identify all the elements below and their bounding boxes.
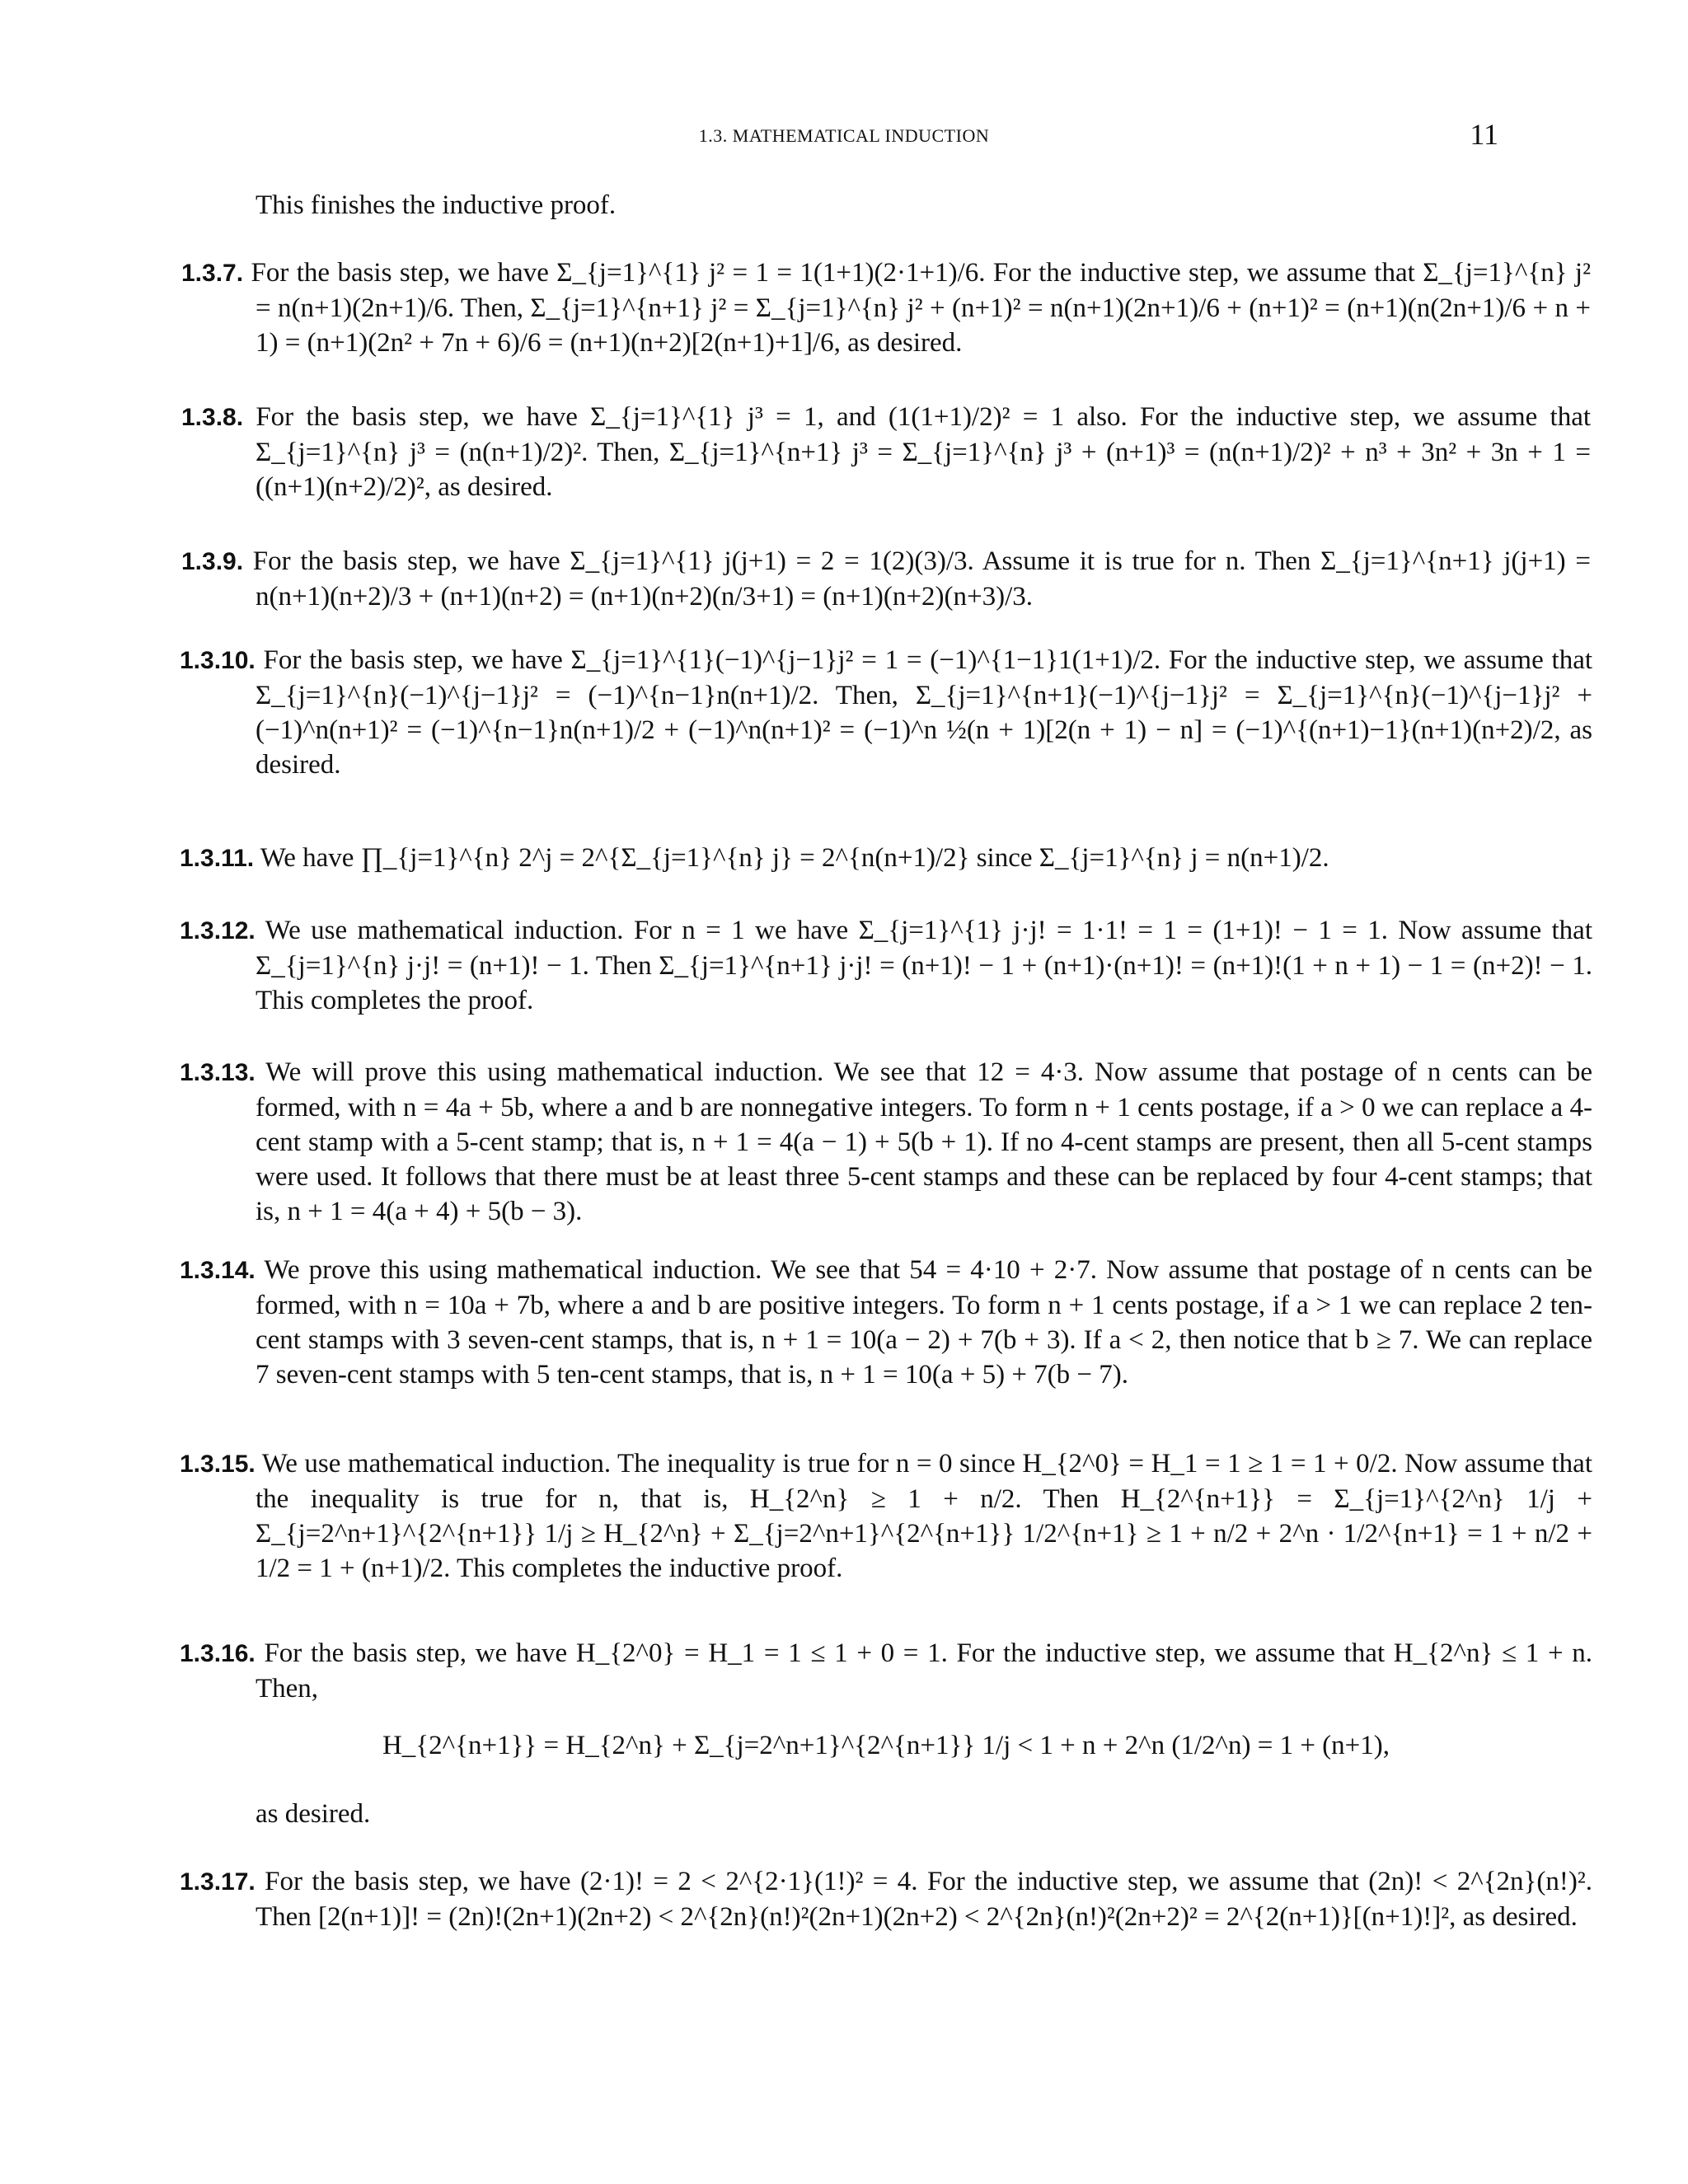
exercise-1-3-15 bbox=[180, 1446, 1592, 1586]
exercise-1-3-7 bbox=[181, 255, 1591, 360]
exercise-1-3-8 bbox=[181, 400, 1591, 504]
exercise-number: 1.3.9. bbox=[181, 548, 244, 575]
exercise-1-3-12 bbox=[180, 913, 1592, 1018]
exercise-number: 1.3.14. bbox=[180, 1257, 256, 1284]
exercise-1-3-14 bbox=[180, 1253, 1592, 1392]
exercise-number: 1.3.16. bbox=[180, 1640, 256, 1667]
exercise-text: We will prove this using mathematical induction. We see that 12 = 4·3. Now assume that postage of n cents can be formed, with n = 4a + 5b, where a and b are nonnegative integers. To form n + 1 cents postage, if a > 0 we can replace a 4-cent stamp with a 5-cent stamp; that is, n + 1 = 4(a − 1) + 5(b + 1). If no 4-cent stamps are present, then all 5-cent stamps were used. It follows that there must be at least three 5-cent stamps and these can be replaced by four 4-cent stamps; that is, n + 1 = 4(a + 4) + 5(b − 3). bbox=[256, 1057, 1592, 1226]
exercise-1-3-16 bbox=[180, 1636, 1592, 1706]
exercise-number: 1.3.12. bbox=[180, 917, 256, 944]
exercise-text: For the basis step, we have H_{2^0} = H_1 = 1 ≤ 1 + 0 = 1. For the inductive step, we assume that H_{2^n} ≤ 1 + n. Then, bbox=[256, 1638, 1592, 1704]
exercise-number: 1.3.10. bbox=[180, 647, 256, 674]
exercise-number: 1.3.15. bbox=[180, 1451, 256, 1478]
running-head: 1.3. MATHEMATICAL INDUCTION bbox=[698, 125, 990, 146]
exercise-1-3-13 bbox=[180, 1055, 1592, 1229]
display-equation: H_{2^{n+1}} = H_{2^n} + Σ_{j=2^n+1}^{2^{n+1}} 1/j < 1 + n + 2^n (1/2^n) = 1 + (n+1), bbox=[382, 1731, 1390, 1760]
intro-text: This finishes the inductive proof. bbox=[256, 190, 617, 220]
exercise-text: We have ∏_{j=1}^{n} 2^j = 2^{Σ_{j=1}^{n} j} = 2^{n(n+1)/2} since Σ_{j=1}^{n} j = n(n+1)/2. bbox=[260, 843, 1329, 873]
exercise-number: 1.3.7. bbox=[181, 260, 244, 287]
exercise-text: For the basis step, we have Σ_{j=1}^{1}(−1)^{j−1}j² = 1 = (−1)^{1−1}1(1+1)/2. For the inductive step, we assume that Σ_{j=1}^{n}(−1)^{j−1}j² = (−1)^{n−1}n(n+1)/2. Then, Σ_{j=1}^{n+1}(−1)^{j−1}j² = Σ_{j=1}^{n}(−1)^{j−1}j² + (−1)^n(n+1)² = (−1)^{n−1}n(n+1)/2 + (−1)^n(n+1)² = (−1)^n ½(n + 1)[2(n + 1) − n] = (−1)^{(n+1)−1}(n+1)(n+2)/2, as desired. bbox=[256, 645, 1593, 780]
exercise-text: We use mathematical induction. For n = 1 we have Σ_{j=1}^{1} j·j! = 1·1! = 1 = (1+1)! − 1 = 1. Now assume that Σ_{j=1}^{n} j·j! = (n+1)! − 1. Then Σ_{j=1}^{n+1} j·j! = (n+1)! − 1 + (n+1)·(n+1)! = (n+1)!(1 + n + 1) − 1 = (n+2)! − 1. This completes the proof. bbox=[256, 916, 1592, 1015]
exercise-text: For the basis step, we have (2·1)! = 2 < 2^{2·1}(1!)² = 4. For the inductive step, we assume that (2n)! < 2^{2n}(n!)². Then [2(n+1)]! = (2n)!(2n+1)(2n+2) < 2^{2n}(n!)²(2n+1)(2n+2) < 2^{2n}(n!)²(2n+2)² = 2^{2(n+1)}[(n+1)!]², as desired. bbox=[256, 1867, 1592, 1932]
exercise-1-3-11 bbox=[180, 841, 1592, 876]
exercise-number: 1.3.8. bbox=[181, 404, 244, 431]
exercise-1-3-9 bbox=[181, 544, 1591, 614]
exercise-1-3-16-after: as desired. bbox=[256, 1799, 371, 1829]
exercise-number: 1.3.17. bbox=[180, 1868, 256, 1896]
exercise-text: For the basis step, we have Σ_{j=1}^{1} j² = 1 = 1(1+1)(2·1+1)/6. For the inductive step, we assume that Σ_{j=1}^{n} j² = n(n+1)(2n+1)/6. Then, Σ_{j=1}^{n+1} j² = Σ_{j=1}^{n} j² + (n+1)² = n(n+1)(2n+1)/6 + (n+1)² = (n+1)(n(2n+1)/6 + n + 1) = (n+1)(2n² + 7n + 6)/6 = (n+1)(n+2)[2(n+1)+1]/6, as desired. bbox=[251, 258, 1591, 358]
exercise-text: For the basis step, we have Σ_{j=1}^{1} j(j+1) = 2 = 1(2)(3)/3. Assume it is true for n. Then Σ_{j=1}^{n+1} j(j+1) = n(n+1)(n+2)/3 + (n+1)(n+2) = (n+1)(n+2)(n/3+1) = (n+1)(n+2)(n+3)/3. bbox=[252, 546, 1591, 612]
exercise-1-3-10 bbox=[180, 643, 1592, 782]
exercise-text: We prove this using mathematical induction. We see that 54 = 4·10 + 2·7. Now assume that postage of n cents can be formed, with n = 10a + 7b, where a and b are positive integers. To form n + 1 cents postage, if a > 1 we can replace 2 ten-cent stamps with 3 seven-cent stamps, that is, n + 1 = 10(a − 2) + 7(b + 3). If a < 2, then notice that b ≥ 7. We can replace 7 seven-cent stamps with 5 ten-cent stamps, that is, n + 1 = 10(a + 5) + 7(b − 7). bbox=[256, 1255, 1592, 1390]
exercise-number: 1.3.11. bbox=[180, 845, 255, 872]
page-number: 11 bbox=[1470, 118, 1498, 151]
exercise-text: For the basis step, we have Σ_{j=1}^{1} j³ = 1, and (1(1+1)/2)² = 1 also. For the inductive step, we assume that Σ_{j=1}^{n} j³ = (n(n+1)/2)². Then, Σ_{j=1}^{n+1} j³ = Σ_{j=1}^{n} j³ + (n+1)³ = (n(n+1)/2)² + n³ + 3n² + 3n + 1 = ((n+1)(n+2)/2)², as desired. bbox=[256, 402, 1592, 502]
exercise-text: We use mathematical induction. The inequality is true for n = 0 since H_{2^0} = H_1 = 1 ≥ 1 = 1 + 0/2. Now assume that the inequality is true for n, that is, H_{2^n} ≥ 1 + n/2. Then H_{2^{n+1}} = Σ_{j=1}^{2^n} 1/j + Σ_{j=2^n+1}^{2^{n+1}} 1/j ≥ H_{2^n} + Σ_{j=2^n+1}^{2^{n+1}} 1/2^{n+1} ≥ 1 + n/2 + 2^n · 1/2^{n+1} = 1 + n/2 + 1/2 = 1 + (n+1)/2. This completes the inductive proof. bbox=[256, 1449, 1592, 1583]
exercise-1-3-17 bbox=[180, 1864, 1592, 1934]
exercise-number: 1.3.13. bbox=[180, 1059, 256, 1086]
